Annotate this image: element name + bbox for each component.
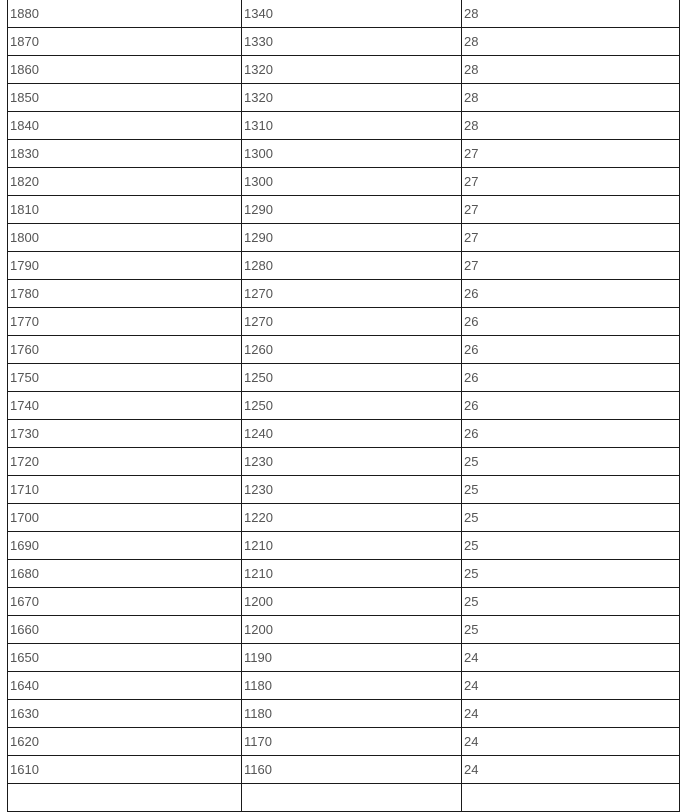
cell-col-1: 1630 <box>8 700 242 728</box>
data-table <box>7 0 680 812</box>
cell-col-2: 1340 <box>242 0 462 28</box>
cell-col-2: 1330 <box>242 28 462 56</box>
cell-col-1: 1680 <box>8 560 242 588</box>
cell-col-1: 1850 <box>8 84 242 112</box>
cell-col-1: 1760 <box>8 336 242 364</box>
table-row <box>8 588 680 616</box>
table-row <box>8 532 680 560</box>
cell-col-2: 1180 <box>242 672 462 700</box>
cell-col-2: 1210 <box>242 560 462 588</box>
cell-col-2: 1260 <box>242 336 462 364</box>
cell-col-3: 24 <box>462 756 680 784</box>
cell-col-3: 26 <box>462 308 680 336</box>
cell-col-3: 28 <box>462 0 680 28</box>
cell-col-1: 1840 <box>8 112 242 140</box>
cell-col-3: 25 <box>462 616 680 644</box>
cell-col-1: 1720 <box>8 448 242 476</box>
cell-col-2: 1250 <box>242 364 462 392</box>
cell-col-3: 28 <box>462 56 680 84</box>
cell-col-2: 1230 <box>242 448 462 476</box>
cell-col-1: 1620 <box>8 728 242 756</box>
cell-col-2: 1190 <box>242 644 462 672</box>
cell-col-1: 1820 <box>8 168 242 196</box>
table-row <box>8 364 680 392</box>
table-row <box>8 420 680 448</box>
table-row <box>8 560 680 588</box>
table-row <box>8 0 680 28</box>
cell-col-3: 24 <box>462 700 680 728</box>
table-body <box>8 0 680 812</box>
cell-col-2: 1200 <box>242 588 462 616</box>
table-row <box>8 700 680 728</box>
table-row <box>8 252 680 280</box>
cell-col-1: 1710 <box>8 476 242 504</box>
cell-col-3: 27 <box>462 168 680 196</box>
cell-col-1: 1700 <box>8 504 242 532</box>
cell-col-3: 28 <box>462 84 680 112</box>
cell-col-3: 25 <box>462 504 680 532</box>
cell-col-1: 1650 <box>8 644 242 672</box>
cell-col-2: 1270 <box>242 308 462 336</box>
cell-col-3: 26 <box>462 336 680 364</box>
cell-col-3: 25 <box>462 476 680 504</box>
cell-col-3: 24 <box>462 672 680 700</box>
cell-col-3: 28 <box>462 28 680 56</box>
cell-col-2: 1200 <box>242 616 462 644</box>
cell-col-3: 24 <box>462 728 680 756</box>
table-row <box>8 476 680 504</box>
cell-col-1: 1660 <box>8 616 242 644</box>
table-row <box>8 140 680 168</box>
cell-col-1: 1750 <box>8 364 242 392</box>
cell-col-1: 1670 <box>8 588 242 616</box>
table-row <box>8 84 680 112</box>
cell-col-1: 1640 <box>8 672 242 700</box>
cell-col-1: 1690 <box>8 532 242 560</box>
cell-col-1: 1810 <box>8 196 242 224</box>
table-row <box>8 196 680 224</box>
cell-col-3: 26 <box>462 364 680 392</box>
cell-col-1: 1740 <box>8 392 242 420</box>
cell-col-2: 1220 <box>242 504 462 532</box>
cell-col-2: 1240 <box>242 420 462 448</box>
table-row <box>8 504 680 532</box>
table-row <box>8 392 680 420</box>
table-row <box>8 644 680 672</box>
cell-col-2: 1270 <box>242 280 462 308</box>
cell-col-1: 1860 <box>8 56 242 84</box>
cell-col-2: 1320 <box>242 56 462 84</box>
cell-col-1 <box>8 784 242 812</box>
cell-col-3: 25 <box>462 588 680 616</box>
cell-col-2: 1300 <box>242 168 462 196</box>
cell-col-3: 26 <box>462 420 680 448</box>
cell-col-1: 1800 <box>8 224 242 252</box>
cell-col-2: 1180 <box>242 700 462 728</box>
cell-col-3: 27 <box>462 252 680 280</box>
cell-col-3: 25 <box>462 448 680 476</box>
cell-col-2: 1320 <box>242 84 462 112</box>
cell-col-2: 1280 <box>242 252 462 280</box>
cell-col-1: 1790 <box>8 252 242 280</box>
table-row <box>8 280 680 308</box>
data-table-container <box>7 0 680 812</box>
cell-col-2: 1310 <box>242 112 462 140</box>
cell-col-1: 1880 <box>8 0 242 28</box>
cell-col-3: 26 <box>462 392 680 420</box>
table-row <box>8 728 680 756</box>
cell-col-2 <box>242 784 462 812</box>
cell-col-1: 1870 <box>8 28 242 56</box>
cell-col-1: 1830 <box>8 140 242 168</box>
table-row <box>8 224 680 252</box>
cell-col-2: 1210 <box>242 532 462 560</box>
cell-col-1: 1730 <box>8 420 242 448</box>
cell-col-2: 1290 <box>242 196 462 224</box>
cell-col-3: 25 <box>462 560 680 588</box>
cell-col-3: 26 <box>462 280 680 308</box>
cell-col-2: 1230 <box>242 476 462 504</box>
cell-col-1: 1610 <box>8 756 242 784</box>
cell-col-3: 27 <box>462 140 680 168</box>
cell-col-3 <box>462 784 680 812</box>
table-row <box>8 336 680 364</box>
table-row <box>8 28 680 56</box>
cell-col-3: 27 <box>462 196 680 224</box>
table-row <box>8 56 680 84</box>
cell-col-2: 1160 <box>242 756 462 784</box>
cell-col-3: 25 <box>462 532 680 560</box>
cell-col-2: 1300 <box>242 140 462 168</box>
table-row <box>8 756 680 784</box>
table-row <box>8 168 680 196</box>
cell-col-3: 28 <box>462 112 680 140</box>
table-row <box>8 112 680 140</box>
table-row <box>8 784 680 812</box>
cell-col-2: 1170 <box>242 728 462 756</box>
cell-col-1: 1770 <box>8 308 242 336</box>
cell-col-2: 1250 <box>242 392 462 420</box>
table-row <box>8 308 680 336</box>
cell-col-2: 1290 <box>242 224 462 252</box>
cell-col-3: 27 <box>462 224 680 252</box>
cell-col-3: 24 <box>462 644 680 672</box>
table-row <box>8 616 680 644</box>
cell-col-1: 1780 <box>8 280 242 308</box>
table-row <box>8 448 680 476</box>
table-row <box>8 672 680 700</box>
